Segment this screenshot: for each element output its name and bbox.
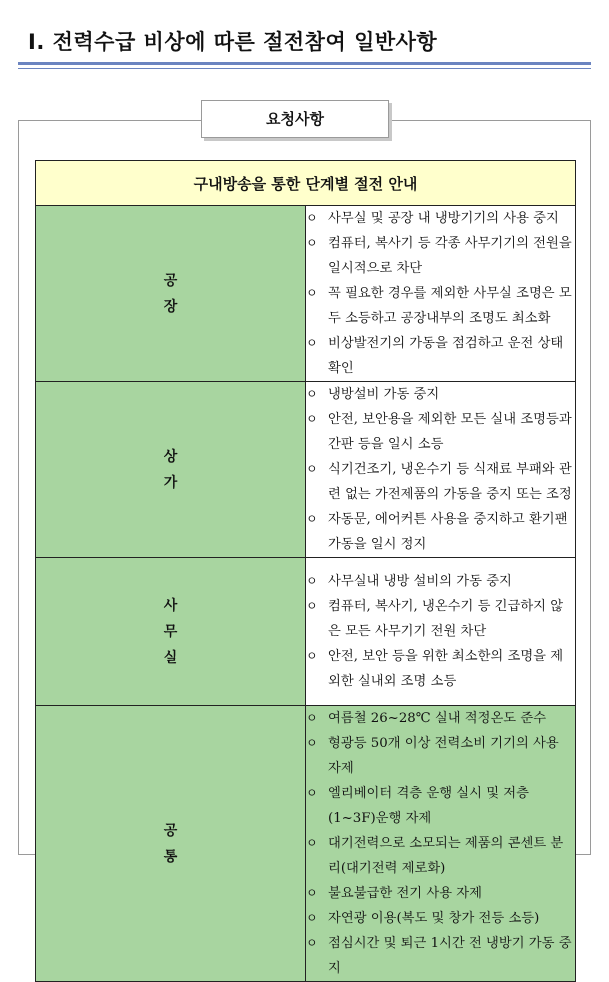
list-item: ㅇ 꼭 필요한 경우를 제외한 사무실 조명은 모두 소등하고 공장내부의 조명도 최소화 — [306, 286, 572, 326]
list-item: ㅇ 식기건조기, 냉온수기 등 식재료 부패와 관련 없는 가전제품의 가동을 중지 또는 조정 — [306, 462, 572, 502]
list-item: ㅇ 사무실 및 공장 내 냉방기기의 사용 중지 — [306, 211, 559, 226]
list-item: ㅇ 점심시간 및 퇴근 1시간 전 냉방기 가동 중지 — [306, 936, 572, 976]
list-item: ㅇ 안전, 보안 등을 위한 최소한의 조명을 제외한 실내외 조명 소등 — [306, 649, 564, 689]
guidance-table — [35, 160, 576, 982]
section-content — [306, 206, 576, 382]
category-factory: 공 장 — [36, 206, 306, 382]
list-item: ㅇ 자동문, 에어커튼 사용을 중지하고 환기팬 가동을 일시 정지 — [306, 512, 568, 552]
category-common: 공 통 — [36, 706, 306, 982]
list-item: ㅇ 엘리베이터 격층 운행 실시 및 저층(1~3F)운행 자제 — [306, 786, 529, 826]
category-shop: 상 가 — [36, 382, 306, 558]
header-rule-thin — [18, 68, 591, 69]
header-rule-thick — [18, 62, 591, 65]
list-item: ㅇ 냉방설비 가동 중지 — [306, 387, 440, 402]
list-item: ㅇ 비상발전기의 가동을 점검하고 운전 상태 확인 — [306, 336, 564, 376]
list-item: ㅇ 자연광 이용(복도 및 창가 전등 소등) — [306, 911, 540, 926]
section-common — [36, 706, 576, 982]
list-item: ㅇ 여름철 26~28℃ 실내 적정온도 준수 — [306, 711, 547, 726]
list-item: ㅇ 대기전력으로 소모되는 제품의 콘센트 분리(대기전력 제로화) — [306, 836, 564, 876]
section-content — [306, 382, 576, 558]
list-item: ㅇ 안전, 보안용을 제외한 모든 실내 조명등과 간판 등을 일시 소등 — [306, 412, 572, 452]
list-item: ㅇ 컴퓨터, 복사기, 냉온수기 등 긴급하지 않은 모든 사무기기 전원 차단 — [306, 599, 564, 639]
category-office: 사 무 실 — [36, 558, 306, 706]
list-item: ㅇ 불요불급한 전기 사용 자제 — [306, 886, 482, 901]
section-factory — [36, 206, 576, 382]
table-heading: 구내방송을 통한 단계별 절전 안내 — [36, 161, 576, 206]
section-content — [306, 706, 576, 982]
list-item: ㅇ 컴퓨터, 복사기 등 각종 사무기기의 전원을 일시적으로 차단 — [306, 236, 572, 276]
list-item: ㅇ 사무실내 냉방 설비의 가동 중지 — [306, 574, 512, 589]
page-header — [18, 12, 591, 64]
section-content — [306, 558, 576, 706]
request-label: 요청사항 — [201, 100, 389, 138]
page-title: Ⅰ. 전력수급 비상에 따른 절전참여 일반사항 — [28, 30, 438, 54]
list-item: ㅇ 형광등 50개 이상 전력소비 기기의 사용 자제 — [306, 736, 559, 776]
section-shop — [36, 382, 576, 558]
section-office — [36, 558, 576, 706]
